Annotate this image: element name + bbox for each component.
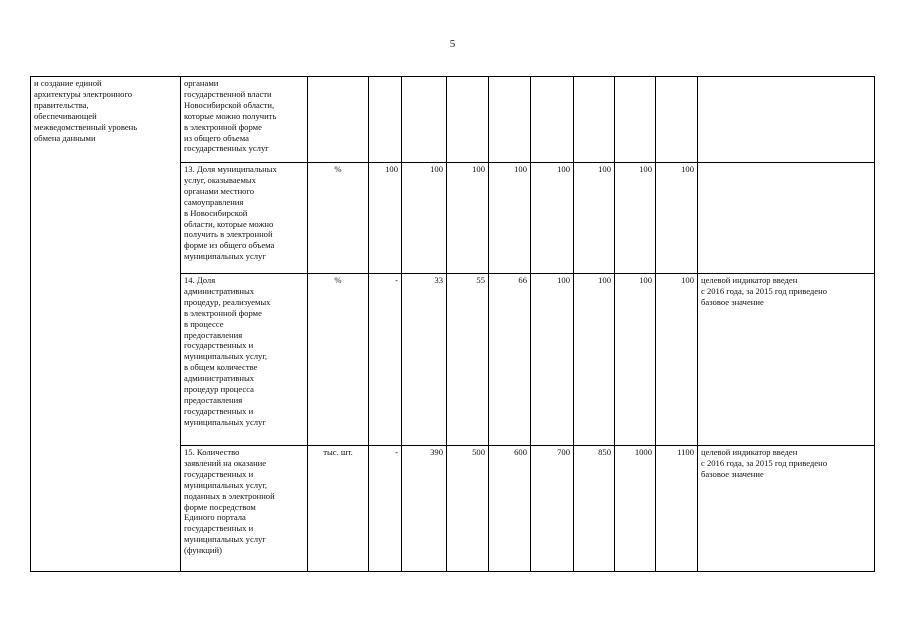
value-cell: [656, 77, 698, 163]
value-cell: [531, 77, 574, 163]
value-cell: [447, 77, 489, 163]
value-cell: 100: [489, 163, 531, 274]
value-cell: 500: [447, 446, 489, 572]
value-cell: 700: [531, 446, 574, 572]
note-text: целевой индикатор введен с 2016 года, за 2015 год приведено базовое значение: [701, 447, 828, 479]
unit-cell: %: [308, 163, 369, 274]
note-cell: [698, 163, 875, 274]
value-cell: 33: [402, 274, 447, 446]
value-cell: 100: [574, 163, 615, 274]
base-value-cell: -: [369, 274, 402, 446]
note-cell: [698, 77, 875, 163]
value-cell: 1100: [656, 446, 698, 572]
indicator-text: 13. Доля муниципальных услуг, оказываемых органами местного самоуправления в Новосибирской области, которые можно получить в электронной форме из общего объема муниципальных услуг: [184, 164, 277, 262]
value-cell: 100: [531, 163, 574, 274]
value-cell: 1000: [615, 446, 656, 572]
value-cell: [489, 77, 531, 163]
indicator-text: 15. Количество заявлений на оказание государственных и муниципальных услуг, поданных в электронной форме посредством Единого портала государственных и муниципальных услуг (функций): [184, 447, 275, 556]
value-cell: 55: [447, 274, 489, 446]
note-cell: [698, 446, 875, 572]
goal-cell: [31, 77, 181, 572]
value-cell: [574, 77, 615, 163]
indicator-cell: [181, 446, 308, 572]
value-cell: 100: [447, 163, 489, 274]
unit-cell: тыс. шт.: [308, 446, 369, 572]
note-cell: [698, 274, 875, 446]
value-cell: 100: [531, 274, 574, 446]
unit-cell: [308, 77, 369, 163]
indicator-text: 14. Доля административных процедур, реализуемых в электронной форме в процессе предоставления государственных и муниципальных услуг, в общем количестве административных процедур процесса предоставления государственных и муниципальных услуг: [184, 275, 271, 427]
base-value-cell: [369, 77, 402, 163]
table-row: [31, 77, 875, 163]
value-cell: [402, 77, 447, 163]
value-cell: 850: [574, 446, 615, 572]
value-cell: 66: [489, 274, 531, 446]
page-number: 5: [449, 38, 456, 50]
value-cell: 100: [574, 274, 615, 446]
value-cell: [615, 77, 656, 163]
value-cell: 100: [615, 274, 656, 446]
value-cell: 100: [402, 163, 447, 274]
indicator-cell: [181, 163, 308, 274]
value-cell: 390: [402, 446, 447, 572]
base-value-cell: -: [369, 446, 402, 572]
indicator-cell: [181, 77, 308, 163]
indicator-text: органами государственной власти Новосибирской области, которые можно получить в электронной форме из общего объема государственных услуг: [184, 78, 277, 154]
goal-text: и создание единой архитектуры электронного правительства, обеспечивающей межведомственный уровень обмена данными: [34, 78, 138, 143]
unit-cell: %: [308, 274, 369, 446]
value-cell: 600: [489, 446, 531, 572]
value-cell: 100: [656, 274, 698, 446]
note-text: целевой индикатор введен с 2016 года, за 2015 год приведено базовое значение: [701, 275, 828, 307]
indicators-table: [30, 76, 875, 572]
base-value-cell: 100: [369, 163, 402, 274]
value-cell: 100: [656, 163, 698, 274]
value-cell: 100: [615, 163, 656, 274]
indicator-cell: [181, 274, 308, 446]
